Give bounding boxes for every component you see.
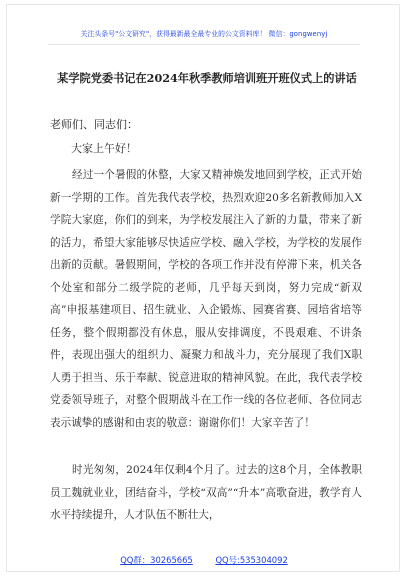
footer-qq-group-link[interactable]: QQ群：30265665 <box>120 555 193 565</box>
document-title: 某学院党委书记在2024年秋季教师培训班开班仪式上的讲话 <box>57 71 357 85</box>
salutation: 老师们、同志们： <box>50 118 138 131</box>
greeting: 大家上午好！ <box>71 142 137 155</box>
footer-qq-link[interactable]: QQ号:535304092 <box>215 555 288 565</box>
body-paragraph-2: 时光匆匆，2024年仅剩4个月了。过去的这8个月，全体教职员工魏就业业，团结奋斗，学校“双高”“升本”高歌奋进，教学育人水平持续提升，人才队伍不断壮大， <box>50 464 362 521</box>
footer-contacts <box>0 554 408 566</box>
header-promo-text: 关注头条号"公文研究"，获得最新最全最专业的公文资料库！ 微信：gongwenyj <box>80 30 328 38</box>
header-divider <box>48 44 360 45</box>
body-paragraph-1: 经过一个暑假的休整，大家又精神焕发地回到学校，正式开始新一学期的工作。首先我代表学校，热烈欢迎20多名新教师加入X学院大家庭，你们的到来，为学校发展注入了新的力量，带来了新的活力，希望大家能够尽快适应学校、融入学校，为学校的发展作出新的贡献。暑假期间，学校的各项工作并没有停滞下来，机关各个处室和部分二级学院的老师，几乎每天到岗，努力完成“新双高”申报基建项目、招生就业、入企锻炼、园赛省赛、园培省培等任务，整个假期都没有休息，服从安排调度，不畏艰难、不讲条件，表现出强大的组织力、凝聚力和战斗力，充分展现了我们X职人勇于担当、乐于奉献、锐意进取的精神风貌。在此，我代表学校党委领导班子，对整个假期战斗在工作一线的各位老师、各位同志表示诚挚的感谢和由衷的敬意：谢谢你们！大家辛苦了！ <box>50 169 362 429</box>
